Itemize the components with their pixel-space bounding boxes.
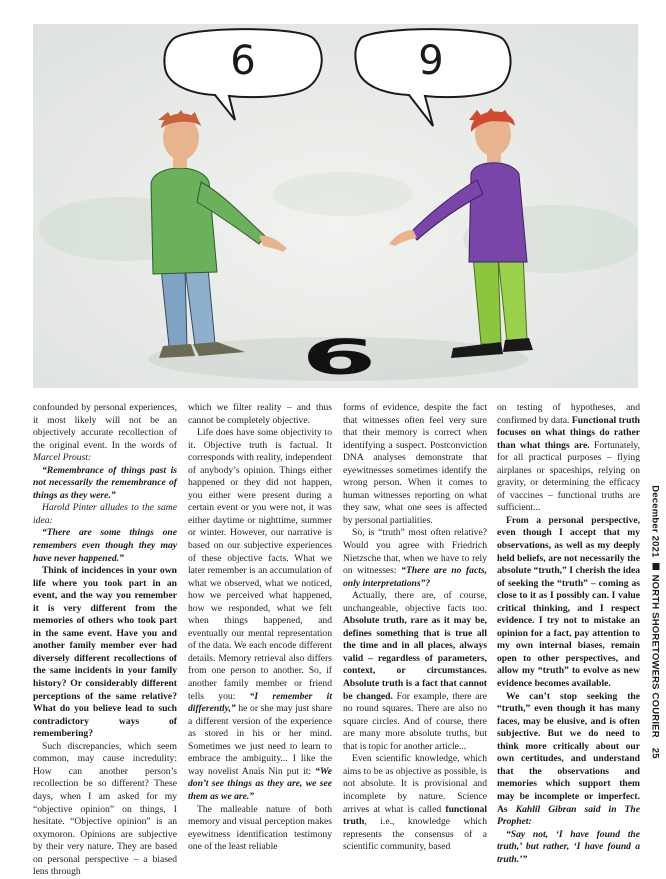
paragraph [33,565,177,741]
paragraph [497,691,640,829]
text-run: The malleable nature of both memory and visual perception makes eyewitness identification testimony one of the least reliable [188,803,332,853]
article-column-3 [343,402,487,854]
sidebar-running-footer [650,402,661,842]
publication-name: NORTH SHORETOWERS COURIER [649,574,661,738]
bubble-right-digit: 9 [418,38,444,84]
page-sidebar [648,402,662,842]
paragraph [343,590,487,753]
illustration [33,24,638,388]
text-run: Functional truth focuses on what things do rather than what things are. [497,414,640,451]
two-people-six-nine-illustration [33,24,638,388]
text-run: From a personal perspective, even though I accept that my observations, as well as my deeply held beliefs, are not necessarily the absolute “truth,” I cherish the idea of seeking the “truth” – coming as close to it as I possibly can. I value critical thinking, and I respect evidence. I try not to mistake an opinion for a fact, pay attention to my own internal biases, remain open to other perspectives, and allow my “truth” to evolve as new evidence becomes available. [497,514,640,690]
text-run: Such discrepancies, which seem common, may cause incredulity: How can another person’s recollection be so different? These days, when I am asked for my “objective opinion” on things, I hesitate. “Objective opinion” is an oxymoron. Opinions are subjective by their very nature. They are based on personal perspective – a biased lens through [33,740,177,878]
text-run: Harold Pinter alludes to the same idea: [33,502,177,526]
text-run: confounded by personal experiences, it most likely will not be an objectively accurate recollection of the original event. In the words of [33,402,177,451]
text-run: functional truth [343,803,487,828]
text-run: which we filter reality – and thus cannot be completely objective. [188,402,332,426]
text-run: Think of incidences in your own life where you took part in an event, and the way you remember it is very different from the memories of others who took part in the same event. Have you and another family member ever had diversely different recollections of the same incidents in your family history? Or considerably different perceptions of the same relative? What do you believe lead to such contradictory ways of remembering? [33,565,177,740]
text-run: , i.e., knowledge which represents the consensus of a scientific community, based [343,816,487,853]
issue-date: December 2021 [649,485,661,558]
paragraph [497,402,640,515]
text-run: We can’t stop seeking the “truth,” even though it has many faces, may be elusive, and is often subjective. But we do need to think more critically about our own certitudes, and understand that the observations and memories which support them may be incomplete or imperfect. As [497,690,640,815]
text-run: So, is “truth” most often relative? Would you agree with Friedrich Nietzsche that, when we have to rely on witnesses: [343,527,487,577]
separator-square-icon [653,563,660,570]
text-run: he or she may just share a different version of the experience as stored in his or her mind. Sometimes we just need to learn to embrace the ambiguity... I like the way novelist Anaïs Nin put it: [188,703,332,777]
article-column-1 [33,402,177,879]
paragraph [33,527,177,565]
paragraph [497,829,640,867]
paragraph [33,741,177,879]
page-number: 25 [649,747,661,759]
text-run: “Say not, ‘I have found the truth,’ but rather, ‘I have found a truth.’” [497,828,640,865]
paragraph [343,527,487,590]
text-run: “I remember it differently,” [188,690,332,715]
paragraph [343,753,487,853]
bubble-left-digit: 6 [230,38,256,84]
text-run: on testing of hypotheses, and confirmed by data. [497,402,640,426]
floor-digit: 6 [301,329,377,386]
paragraph [33,402,177,465]
article-column-4 [497,402,640,866]
text-run: Kahlil Gibran said in The Prophet: [497,803,641,828]
article-column-2 [188,402,332,854]
paragraph [33,502,177,527]
text-run: Absolute truth, rare as it may be, defines something that is true all the time and in all places, always valid – regardless of parameters, context, or circumstances. Absolute truth is a fact that cannot be changed. [343,615,487,702]
paragraph [188,427,332,803]
text-run: For example, there are no round squares. There are also no square circles. And of course, there are many more absolute truths, but that is topic for another article... [343,690,488,752]
text-run: “Remembrance of things past is not necessarily the remembrance of things as they were.” [33,464,177,501]
text-run: “We don’t see things as they are, we see them as we are.” [188,765,332,802]
text-run: “There are no facts, only interpretations”? [343,565,487,589]
text-run: Life does have some objectivity to it. Objective truth is factual. It corresponds with reality, independent of anybody’s opinion. Things either happened or they did not happen, you either were present during a certain event or you were not, it was either daytime or nighttime, summer or winter. However, our narrative is based on our subjective experiences of these objective facts. What we later remember is an accumulation of what we observed, what we noticed, how we perceived what happened, how we responded, what we felt when things happened, and eventually our mental representation of the data. We each encode different details. Memory retrieval also differs from one person to another. So, if another family member or friend tells you: [188,427,332,702]
paragraph [33,465,177,503]
text-run: Fortunately, for all practical purposes – flying airplanes or spaceships, relying on gravity, or determining the efficacy of vaccines – functional truths are sufficient... [497,439,640,514]
text-run: forms of evidence, despite the fact that witnesses often feel very sure that their memory is correct when identifying a suspect. Postconviction DNA analyses demonstrate that eyewitnesses sometimes identify the wrong person. When it comes to human witnesses reporting on what they saw, what one sees is affected by personal partialities. [343,402,487,526]
text-run: Marcel Proust: [33,452,92,464]
text-run: “There are some things one remembers even though they may have never happened.” [33,527,177,564]
paragraph [343,402,487,527]
text-run: Even scientific knowledge, which aims to be as objective as possible, is not absolute. It is provisional and incomplete by nature. Science arrives at what is called [343,753,487,815]
paragraph [188,804,332,854]
paragraph [188,402,332,427]
paragraph [497,515,640,691]
text-run: Actually, there are, of course, unchangeable, objective facts too. [343,590,487,614]
